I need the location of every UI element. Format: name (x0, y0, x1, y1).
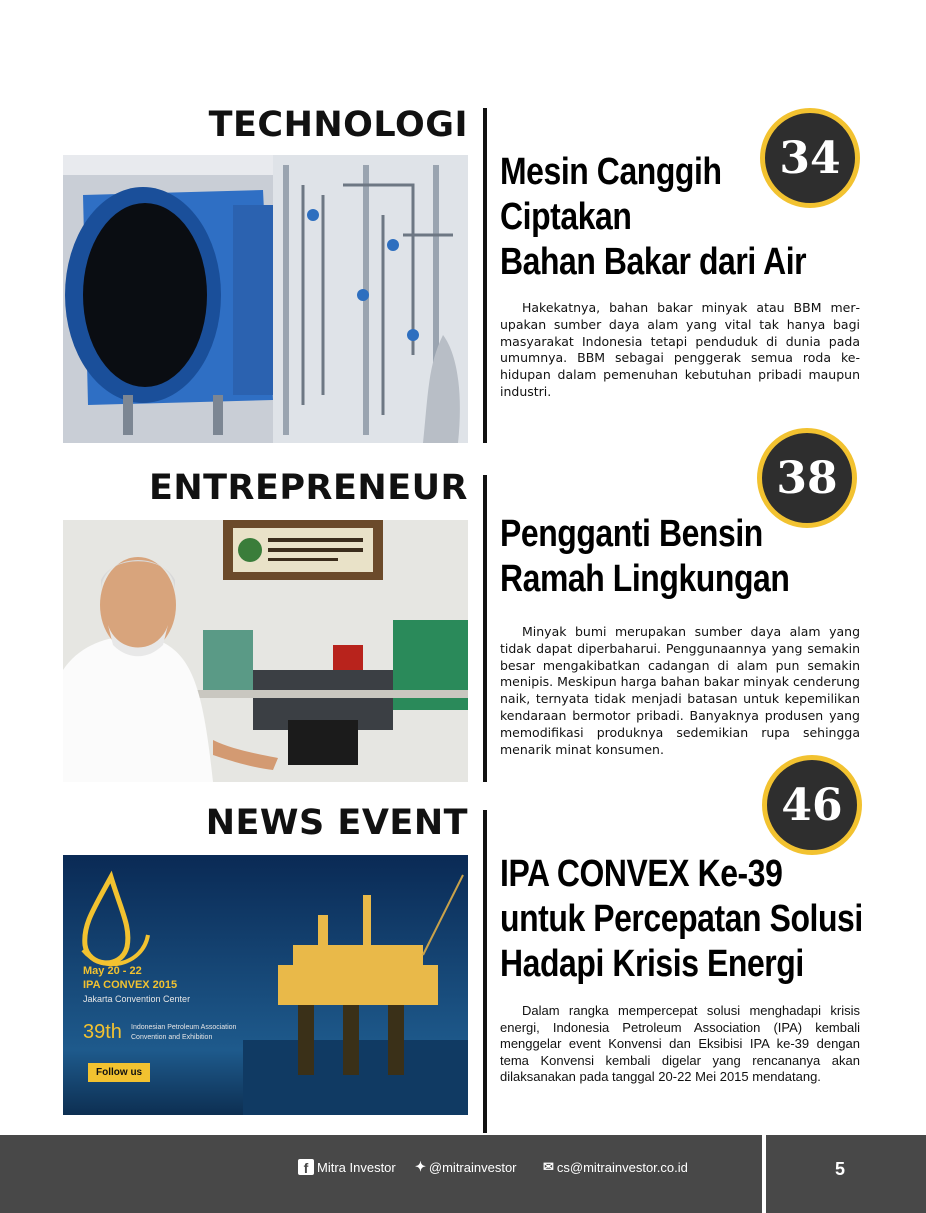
page-badge: 34 (760, 108, 860, 208)
headline-line: Pengganti Bensin (500, 513, 763, 555)
headline-line: Ciptakan (500, 196, 632, 238)
article-headline[interactable] (500, 512, 789, 602)
poster-org-line2: Convention and Exhibition (131, 1034, 213, 1041)
photo-water-fuel-machine (63, 155, 468, 443)
article-summary: Minyak bumi merupakan sumber daya alam yang tidak dapat diperbaharui. Penggunaannya yang semakin besar mengakibatkan cadangan di alam pun semakin menipis. Meskipun harga bahan bakar minyak cenderung naik, ternyata tidak menjadi batasan untuk kepemilikan kendaraan bermotor pribadi. Banyaknya produsen yang memodifikasi produknya sedemikian rupa sehingga menarik minat konsumen. (500, 624, 860, 757)
photo-inventor-workshop (63, 520, 468, 782)
footer-facebook-label: Mitra Investor (317, 1159, 396, 1175)
headline-line: Mesin Canggih (500, 151, 722, 193)
page-badge: 38 (757, 428, 857, 528)
poster-event: IPA CONVEX 2015 (83, 979, 178, 991)
twitter-icon: ✦ (415, 1159, 426, 1174)
poster-date: May 20 - 22 (83, 965, 142, 977)
article-headline[interactable] (500, 852, 863, 987)
page-number: 5 (835, 1159, 846, 1179)
footer-twitter-link[interactable] (415, 1159, 517, 1175)
facebook-icon: f (298, 1159, 314, 1175)
headline-line: untuk Percepatan Solusi (500, 898, 863, 940)
section-label: NEWS EVENT (205, 803, 468, 843)
article-summary: Dalam rangka mempercepat solusi menghadapi krisis energi, Indonesia Petroleum Association (IPA) kembali menggelar event Konvensi dan Eksibisi IPA ke-39 dengan tema Konvensi kembali digelar yang rencananya akan dilaksanakan pada tanggal 20-22 Mei 2015 mendatang. (500, 1003, 860, 1085)
footer-facebook-link[interactable] (298, 1159, 396, 1175)
article-headline[interactable] (500, 150, 806, 285)
email-icon: ✉ (543, 1159, 554, 1174)
footer-divider (762, 1135, 766, 1213)
poster-ipa-convex (63, 855, 468, 1115)
vertical-divider (483, 810, 487, 1133)
footer-email-link[interactable] (543, 1159, 688, 1175)
headline-line: IPA CONVEX Ke-39 (500, 853, 783, 895)
poster-edition: 39th (83, 1021, 122, 1043)
section-label: ENTREPRENEUR (148, 468, 468, 508)
headline-line: Ramah Lingkungan (500, 558, 790, 600)
poster-org-line1: Indonesian Petroleum Association (131, 1024, 237, 1031)
section-label: TECHNOLOGI (208, 105, 468, 145)
poster-follow-button[interactable]: Follow us (88, 1063, 150, 1082)
vertical-divider (483, 475, 487, 782)
article-summary: Hakekatnya, bahan bakar minyak atau BBM merupakan sumber daya alam yang vital tak hanya bagi masyarakat Indonesia tetapi penduduk di dunia pada umumnya. BBM sebagai penggerak semua roda kehidupan dalam pemenuhan kebutuhan pribadi maupun industri. (500, 300, 860, 399)
page-badge: 46 (762, 755, 862, 855)
footer-email-label: cs@mitrainvestor.co.id (556, 1159, 688, 1175)
footer-twitter-label: @mitrainvestor (428, 1159, 517, 1175)
headline-line: Hadapi Krisis Energi (500, 943, 804, 985)
poster-venue: Jakarta Convention Center (83, 994, 191, 1004)
vertical-divider (483, 108, 487, 443)
headline-line: Bahan Bakar dari Air (500, 241, 807, 283)
page-footer (0, 1135, 926, 1213)
